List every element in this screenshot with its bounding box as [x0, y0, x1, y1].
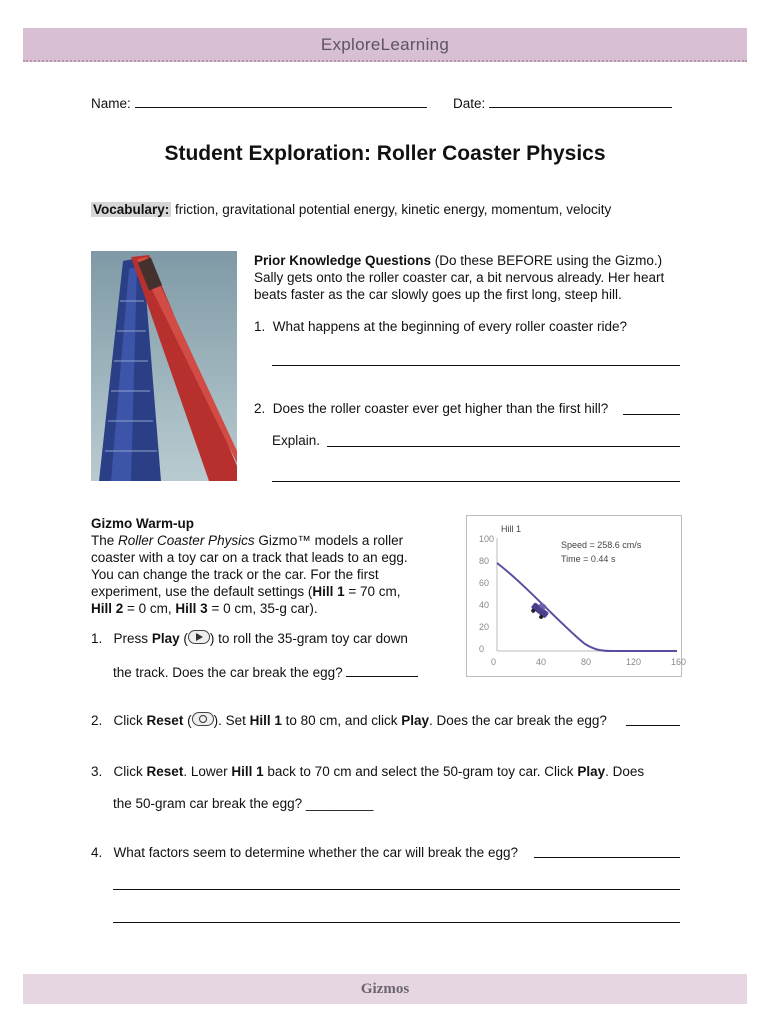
prior-q2-number: 2. [254, 401, 266, 416]
page-title: Student Exploration: Roller Coaster Physics [164, 142, 606, 165]
warmup-hill1: Hill 1 [312, 584, 345, 599]
warmup-text-4a: experiment, use the default settings ( [91, 584, 313, 599]
warmup-question-4 [91, 844, 518, 861]
warmup-q3-text-c: back to 70 cm and select the 50-gram toy car. Click [267, 764, 574, 779]
prior-q2-text: Does the roller coaster ever get higher than the first hill? [272, 401, 609, 416]
warmup-text-3: You can change the track or the car. For the first [91, 567, 379, 582]
answer-line-warmup-q4-2[interactable] [113, 889, 680, 890]
answer-line-warmup-q4[interactable] [534, 857, 680, 858]
warmup-q2-text-c: ). Set [213, 713, 246, 728]
warmup-q3-reset: Reset [146, 764, 184, 779]
warmup-q3-play: Play [577, 764, 606, 779]
warmup-q2-text-e: . Does the car break the egg? [429, 713, 607, 728]
roller-coaster-illustration [91, 251, 237, 481]
warmup-q3-text-a: Click [113, 764, 143, 779]
track-curve [497, 563, 677, 651]
warmup-heading: Gizmo Warm-up [91, 516, 194, 531]
roller-coaster-photo [91, 251, 237, 481]
warmup-question-1 [91, 630, 408, 647]
warmup-q3-number: 3. [91, 764, 103, 779]
hill-graph-svg [467, 516, 687, 676]
warmup-q2-text-d: to 80 cm, and click [285, 713, 398, 728]
answer-line-warmup-q4-3[interactable] [113, 922, 680, 923]
warmup-q1-text-a: Press [113, 631, 149, 646]
graph-time: Time = 0.44 s [561, 554, 616, 564]
warmup-q2-hill: Hill 1 [249, 713, 282, 728]
prior-knowledge-heading: Prior Knowledge Questions [254, 253, 432, 268]
prior-q1-number: 1. [254, 319, 266, 334]
warmup-q2-text-b: ( [187, 713, 192, 728]
prior-knowledge-text-1: Sally gets onto the roller coaster car, a bit nervous already. Her heart [254, 270, 665, 285]
warmup-q4-number: 4. [91, 845, 103, 860]
graph-x-tick: 120 [626, 657, 642, 667]
warmup-hill3: Hill 3 [175, 601, 208, 616]
prior-q1-text: What happens at the beginning of every roller coaster ride? [272, 319, 627, 334]
play-label: Play [151, 631, 180, 646]
warmup-text-1: Gizmo™ models a roller [258, 533, 404, 548]
warmup-text-2: coaster with a toy car on a track that leads to an egg. [91, 550, 408, 565]
date-line [489, 94, 672, 108]
warmup-q2-play: Play [401, 713, 429, 728]
graph-y-tick: 100 [479, 534, 495, 544]
warmup-q3-text-d: . Does [605, 764, 645, 779]
footer-band [23, 974, 747, 1004]
warmup-q1-text-b: ( [183, 631, 188, 646]
answer-line-prior-q1[interactable] [272, 365, 680, 366]
graph-y-tick: 20 [479, 622, 490, 632]
name-field [91, 94, 427, 111]
answer-line-explain[interactable] [327, 446, 680, 447]
reset-label: Reset [146, 713, 184, 728]
warmup-q1-text-c: ) to roll the 35-gram toy car down [209, 631, 408, 646]
warmup-q1-number: 1. [91, 631, 103, 646]
graph-x-tick: 0 [491, 657, 497, 667]
graph-x-tick: 160 [671, 657, 687, 667]
answer-line-warmup-q1[interactable] [346, 663, 418, 677]
graph-y-tick: 80 [479, 556, 490, 566]
header-band [23, 28, 747, 62]
warmup-q3-text-b: . Lower [183, 764, 228, 779]
answer-line-prior-q2[interactable] [623, 414, 680, 415]
date-label: Date: [453, 96, 486, 111]
explorelearning-logo: ExploreLearning [320, 35, 450, 54]
graph-y-tick: 40 [479, 600, 490, 610]
prior-knowledge-note: (Do these BEFORE using the Gizmo.) [434, 253, 663, 268]
warmup-intro [91, 515, 461, 617]
vocabulary [91, 202, 611, 217]
gizmo-name: Roller Coaster Physics [118, 533, 255, 548]
warmup-question-3 [91, 763, 644, 780]
graph-title: Hill 1 [501, 524, 522, 534]
warmup-q4-text: What factors seem to determine whether the car will break the egg? [113, 845, 518, 860]
answer-line-warmup-q2[interactable] [626, 725, 680, 726]
warmup-q2-text-a: Click [113, 713, 143, 728]
vocabulary-label: Vocabulary: [93, 202, 170, 217]
hill-graph [466, 515, 687, 677]
graph-x-tick: 40 [536, 657, 547, 667]
graph-x-tick: 80 [581, 657, 592, 667]
explain-label: Explain. [272, 433, 321, 448]
warmup-text-5a: = 0 cm, [123, 601, 176, 616]
answer-line-explain-2[interactable] [272, 481, 680, 482]
warmup-q3-line2: the 50-gram car break the egg? _________ [113, 796, 374, 811]
warmup-q1-line2 [113, 663, 418, 681]
name-label: Name: [91, 96, 131, 111]
name-line [135, 94, 427, 108]
warmup-q2-number: 2. [91, 713, 103, 728]
warmup-text-5b: = 0 cm, 35-g car). [207, 601, 318, 616]
warmup-text-the: The [91, 533, 115, 548]
graph-y-tick: 0 [479, 644, 485, 654]
graph-y-tick: 60 [479, 578, 490, 588]
prior-knowledge-intro [254, 252, 694, 303]
warmup-q1-text-2: the track. Does the car break the egg? [113, 665, 343, 680]
reset-icon [192, 712, 214, 726]
gizmos-logo: Gizmos [360, 981, 410, 997]
vocabulary-terms: friction, gravitational potential energy, kinetic energy, momentum, velocity [175, 202, 612, 217]
warmup-q3-hill: Hill 1 [231, 764, 264, 779]
play-icon [188, 630, 210, 644]
prior-knowledge-text-2: beats faster as the car slowly goes up the first long, steep hill. [254, 287, 622, 302]
prior-question-1 [254, 318, 627, 335]
warmup-text-4b: = 70 cm, [344, 584, 401, 599]
graph-speed: Speed = 258.6 cm/s [561, 540, 642, 550]
date-field [453, 94, 672, 111]
warmup-question-2 [91, 712, 607, 729]
prior-question-2 [254, 400, 608, 417]
warmup-hill2: Hill 2 [91, 601, 124, 616]
